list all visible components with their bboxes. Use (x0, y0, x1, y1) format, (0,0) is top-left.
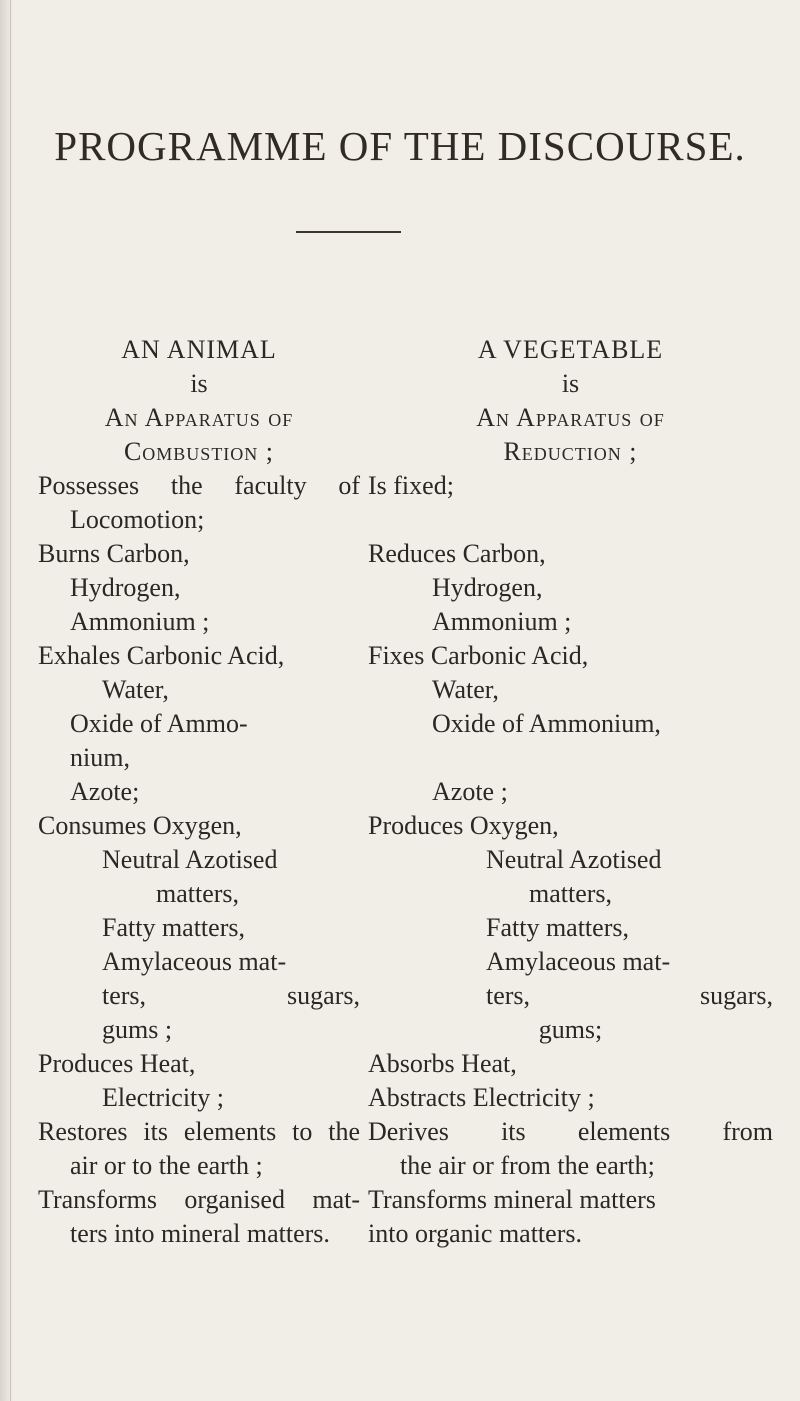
vegetable-heading: A VEGETABLE (477, 335, 664, 364)
animal-line: Fatty matters, (102, 913, 245, 942)
vegetable-line: Oxide of Ammonium, (432, 709, 661, 738)
animal-line: ters into mineral matters. (70, 1219, 330, 1248)
vegetable-line: gums; (538, 1015, 603, 1044)
vegetable-line: ters, sugars, (486, 981, 773, 1010)
vegetable-apparatus-line-1: An Apparatus of (476, 403, 665, 432)
vegetable-line: Fixes Carbonic Acid, (368, 641, 589, 670)
animal-line: Electricity ; (102, 1083, 225, 1112)
vegetable-line: Amylaceous mat- (486, 947, 671, 976)
page-binding-edge (0, 0, 14, 1401)
vegetable-line: Neutral Azotised (486, 845, 662, 874)
animal-line: air or to the earth ; (70, 1151, 263, 1180)
vegetable-line: Produces Oxygen, (368, 811, 559, 840)
vegetable-column (368, 333, 773, 1251)
animal-line: Transforms organised mat- (38, 1185, 360, 1214)
vegetable-line: Reduces Carbon, (368, 539, 546, 568)
vegetable-line: Transforms mineral matters (368, 1185, 656, 1214)
animal-line: Oxide of Ammo- (70, 709, 248, 738)
animal-line: Water, (102, 675, 169, 704)
animal-line: Restores its elements to the (38, 1117, 360, 1146)
vegetable-line: Water, (432, 675, 499, 704)
animal-line: Ammonium ; (70, 607, 210, 636)
animal-line: Produces Heat, (38, 1049, 196, 1078)
animal-apparatus-line-2: Combustion ; (123, 437, 275, 466)
vegetable-line: Abstracts Electricity ; (368, 1083, 595, 1112)
vegetable-line: matters, (528, 879, 613, 908)
animal-line: Neutral Azotised (102, 845, 278, 874)
animal-line: nium, (70, 743, 130, 772)
animal-line: Exhales Carbonic Acid, (38, 641, 285, 670)
animal-line: Burns Carbon, (38, 539, 190, 568)
animal-heading: AN ANIMAL (121, 335, 277, 364)
animal-line: matters, (156, 879, 240, 908)
vegetable-line: Is fixed; (368, 471, 454, 500)
page-title: PROGRAMME OF THE DISCOURSE. (54, 123, 746, 169)
animal-line: Possesses the faculty of (38, 471, 360, 500)
vegetable-line: Ammonium ; (432, 607, 572, 636)
page-binding-line (10, 0, 11, 1401)
vegetable-line: into organic matters. (368, 1219, 582, 1248)
vegetable-line: Hydrogen, (432, 573, 543, 602)
vegetable-line: Azote ; (432, 777, 508, 806)
animal-column (38, 333, 360, 1251)
vegetable-line: the air or from the earth; (400, 1151, 655, 1180)
vegetable-line: Absorbs Heat, (368, 1049, 517, 1078)
animal-line: ters, sugars, (102, 981, 360, 1010)
animal-line: Consumes Oxygen, (38, 811, 242, 840)
vegetable-is: is (561, 369, 580, 398)
animal-line: gums ; (102, 1015, 173, 1044)
animal-is: is (190, 369, 208, 398)
vegetable-line: Fatty matters, (486, 913, 629, 942)
animal-line: Amylaceous mat- (102, 947, 287, 976)
vegetable-spacer (368, 503, 773, 537)
vegetable-line: Derives its elements from (368, 1117, 773, 1146)
title-rule (296, 231, 401, 233)
animal-line: Locomotion; (70, 505, 205, 534)
animal-apparatus-line-1: An Apparatus of (104, 403, 294, 432)
vegetable-apparatus-line-2: Reduction ; (503, 437, 638, 466)
vegetable-spacer (368, 741, 773, 775)
animal-line: Hydrogen, (70, 573, 181, 602)
animal-line: Azote; (70, 777, 140, 806)
